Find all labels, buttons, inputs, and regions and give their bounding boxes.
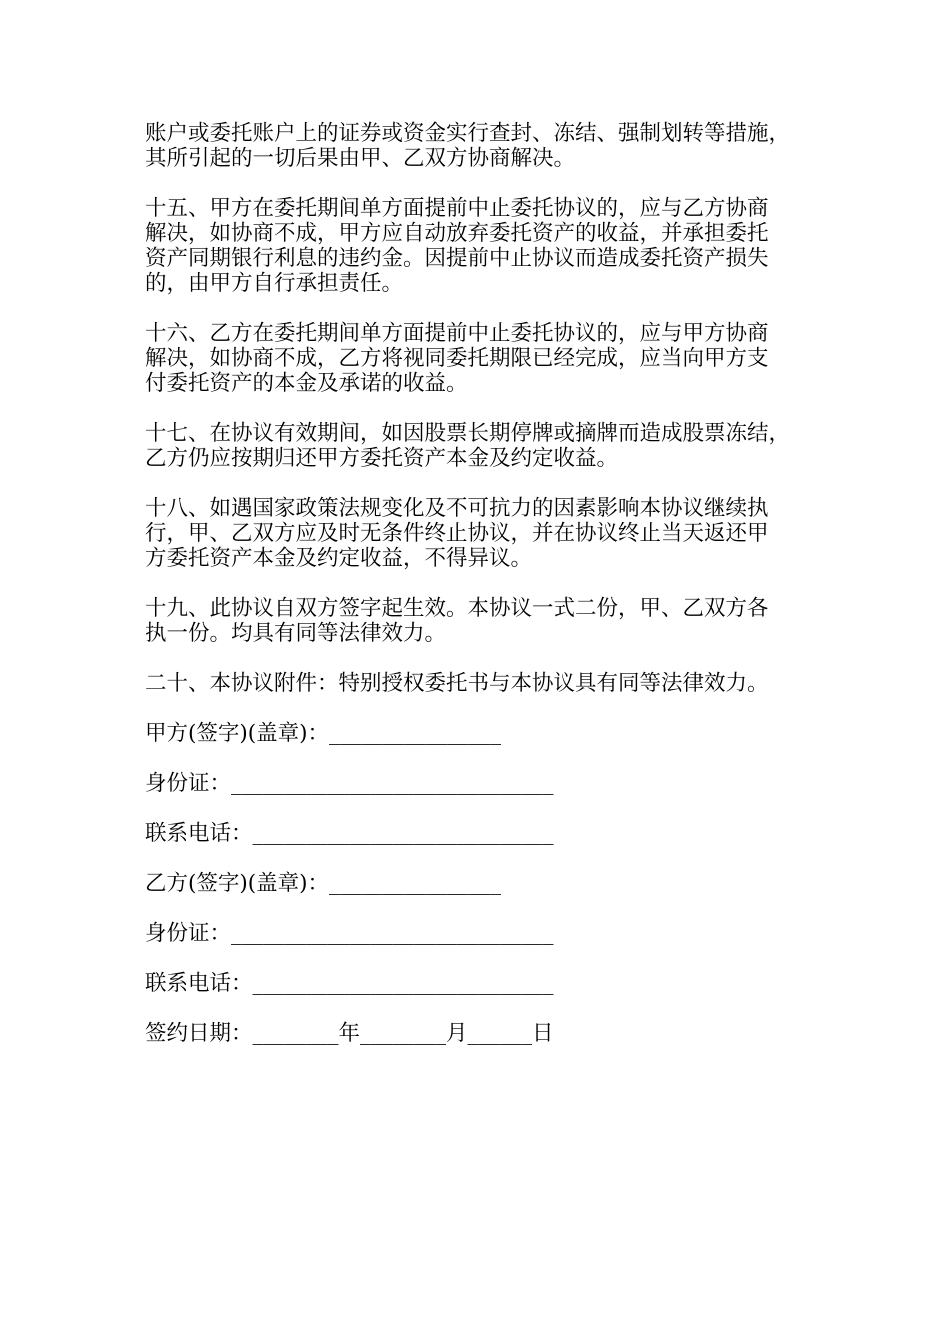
signature-block [145, 721, 825, 1046]
paragraph-clause-19: 十九、此协议自双方签字起生效。本协议一式二份，甲、乙双方各 执一份。均具有同等法律效力。 [145, 596, 769, 646]
party-b-id-line: 身份证：______________________________ [145, 921, 554, 946]
paragraph-clause-16: 十六、乙方在委托期间单方面提前中止委托协议的，应与甲方协商 解决，如协商不成，乙方将视同委托期限已经完成，应当向甲方支 付委托资产的本金及承诺的收益。 [145, 321, 769, 396]
signing-date-line: 签约日期：________年________月______日 [145, 1021, 554, 1046]
party-a-phone-line: 联系电话：____________________________ [145, 821, 554, 846]
party-a-signature-line: 甲方(签字)(盖章)：________________ [145, 721, 502, 746]
party-a-id-line: 身份证：______________________________ [145, 771, 554, 796]
paragraph-continuation: 账户或委托账户上的证券或资金实行查封、冻结、强制划转等措施， 其所引起的一切后果由甲、乙双方协商解决。 [145, 121, 791, 171]
paragraph-clause-18: 十八、如遇国家政策法规变化及不可抗力的因素影响本协议继续执 行，甲、乙双方应及时无条件终止协议，并在协议终止当天返还甲 方委托资产本金及约定收益，不得异议。 [145, 496, 769, 571]
paragraph-clause-20: 二十、本协议附件：特别授权委托书与本协议具有同等法律效力。 [145, 671, 769, 696]
paragraph-clause-15: 十五、甲方在委托期间单方面提前中止委托协议的，应与乙方协商 解决，如协商不成，甲方应自动放弃委托资产的收益，并承担委托 资产同期银行利息的违约金。因提前中止协议而造成委托资产损失 的，由甲方自行承担责任。 [145, 196, 769, 296]
party-b-signature-line: 乙方(签字)(盖章)：________________ [145, 871, 502, 896]
document-page [145, 121, 825, 1071]
party-b-phone-line: 联系电话：____________________________ [145, 971, 554, 996]
paragraph-clause-17: 十七、在协议有效期间，如因股票长期停牌或摘牌而造成股票冻结， 乙方仍应按期归还甲方委托资产本金及约定收益。 [145, 421, 791, 471]
